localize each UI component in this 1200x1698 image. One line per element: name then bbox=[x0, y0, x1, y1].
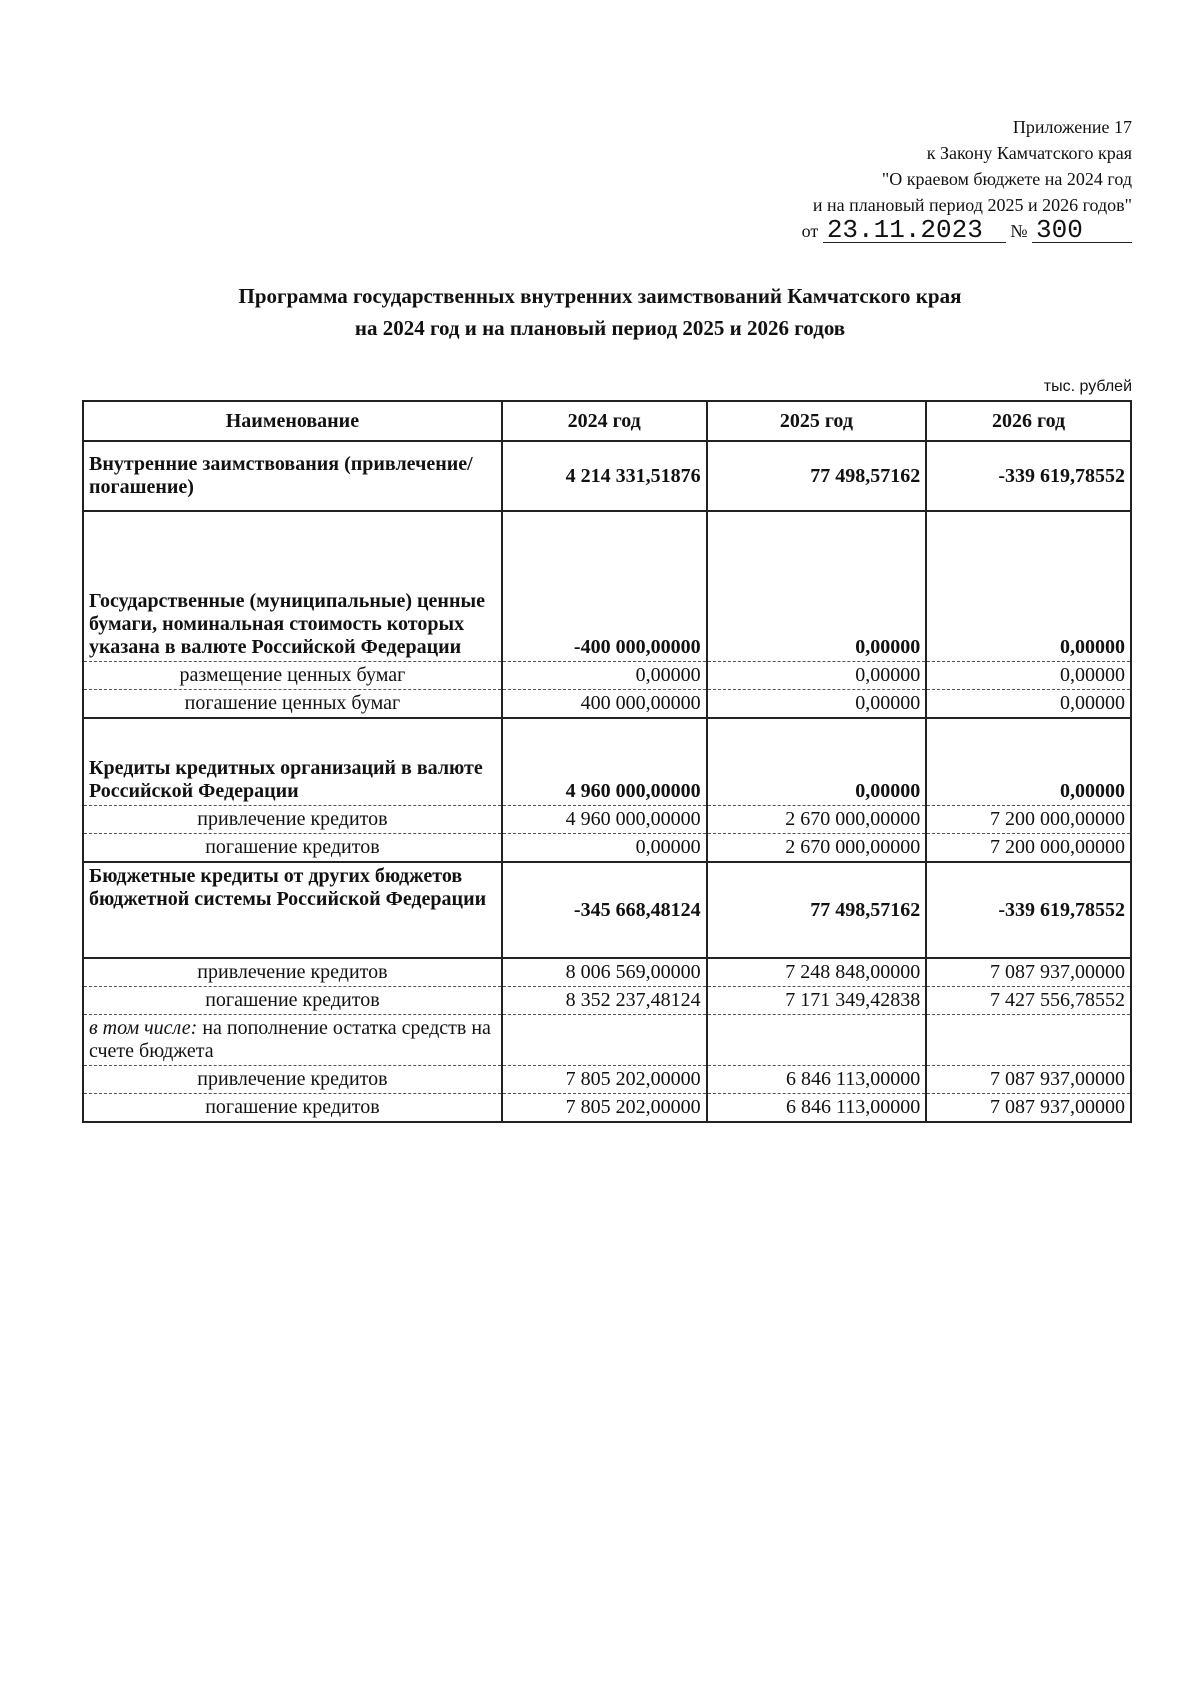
table-row bbox=[83, 862, 1131, 958]
cell-2025: 6 846 113,00000 bbox=[707, 1094, 927, 1123]
row-name: Государственные (муниципальные) ценные бумаги, номинальная стоимость которых указана в валюте Российской Федерации bbox=[83, 511, 502, 661]
table-row bbox=[83, 1094, 1131, 1123]
cell-2026: 0,00000 bbox=[926, 689, 1131, 718]
appendix-header bbox=[802, 114, 1132, 244]
cell-2024: 0,00000 bbox=[502, 834, 707, 863]
cell-2026: 7 087 937,00000 bbox=[926, 1066, 1131, 1094]
cell-2025: 77 498,57162 bbox=[707, 441, 927, 511]
document-title bbox=[0, 280, 1200, 344]
cell-2025: 0,00000 bbox=[707, 689, 927, 718]
cell-2026: -339 619,78552 bbox=[926, 441, 1131, 511]
row-name: Кредиты кредитных организаций в валюте Российской Федерации bbox=[83, 718, 502, 806]
cell-2024: 4 214 331,51876 bbox=[502, 441, 707, 511]
row-name: привлечение кредитов bbox=[83, 958, 502, 987]
row-name bbox=[83, 1015, 502, 1066]
cell-2024: 4 960 000,00000 bbox=[502, 806, 707, 834]
cell-2026 bbox=[926, 1015, 1131, 1066]
cell-2025: 77 498,57162 bbox=[707, 862, 927, 958]
cell-2025: 7 248 848,00000 bbox=[707, 958, 927, 987]
appendix-line-3: "О краевом бюджете на 2024 год bbox=[881, 169, 1132, 189]
appendix-line-4: и на плановый период 2025 и 2026 годов" bbox=[812, 195, 1132, 215]
cell-2025: 0,00000 bbox=[707, 718, 927, 806]
number-prefix: № bbox=[1010, 221, 1028, 241]
title-line-2: на 2024 год и на плановый период 2025 и 2026 годов bbox=[354, 316, 846, 340]
cell-2025: 0,00000 bbox=[707, 661, 927, 689]
row-name: размещение ценных бумаг bbox=[83, 661, 502, 689]
table-row bbox=[83, 806, 1131, 834]
cell-2025 bbox=[707, 1015, 927, 1066]
row-name-prefix: в том числе: bbox=[89, 1017, 198, 1039]
units-label: тыс. рублей bbox=[1043, 378, 1132, 395]
cell-2026: 0,00000 bbox=[926, 718, 1131, 806]
cell-2024 bbox=[502, 1015, 707, 1066]
row-name: Бюджетные кредиты от других бюджетов бюджетной системы Российской Федерации bbox=[83, 862, 502, 958]
row-name: Внутренние заимствования (привлечение/погашение) bbox=[83, 441, 502, 511]
cell-2024: 8 352 237,48124 bbox=[502, 987, 707, 1015]
row-name: привлечение кредитов bbox=[83, 1066, 502, 1094]
cell-2025: 7 171 349,42838 bbox=[707, 987, 927, 1015]
cell-2024: 400 000,00000 bbox=[502, 689, 707, 718]
table-row bbox=[83, 718, 1131, 806]
cell-2026: 7 200 000,00000 bbox=[926, 806, 1131, 834]
cell-2025: 2 670 000,00000 bbox=[707, 834, 927, 863]
appendix-line-2: к Закону Камчатского края bbox=[926, 143, 1132, 163]
row-name: погашение ценных бумаг bbox=[83, 689, 502, 718]
row-name: погашение кредитов bbox=[83, 834, 502, 863]
header-2026: 2026 год bbox=[926, 401, 1131, 441]
cell-2026: 7 087 937,00000 bbox=[926, 1094, 1131, 1123]
cell-2026: 7 427 556,78552 bbox=[926, 987, 1131, 1015]
table-row bbox=[83, 958, 1131, 987]
cell-2025: 6 846 113,00000 bbox=[707, 1066, 927, 1094]
appendix-line-1: Приложение 17 bbox=[1012, 117, 1132, 137]
row-name: погашение кредитов bbox=[83, 1094, 502, 1123]
table-row bbox=[83, 834, 1131, 863]
date-prefix: от bbox=[801, 221, 819, 241]
cell-2025: 2 670 000,00000 bbox=[707, 806, 927, 834]
table-row bbox=[83, 1015, 1131, 1066]
cell-2026: 0,00000 bbox=[926, 661, 1131, 689]
title-line-1: Программа государственных внутренних заимствований Камчатского края bbox=[238, 284, 962, 308]
table-row bbox=[83, 689, 1131, 718]
borrowing-program-table bbox=[82, 400, 1132, 1123]
table-row bbox=[83, 1066, 1131, 1094]
cell-2024: 4 960 000,00000 bbox=[502, 718, 707, 806]
header-2025: 2025 год bbox=[707, 401, 927, 441]
row-name: погашение кредитов bbox=[83, 987, 502, 1015]
cell-2024: 0,00000 bbox=[502, 661, 707, 689]
table-row bbox=[83, 987, 1131, 1015]
cell-2024: 7 805 202,00000 bbox=[502, 1094, 707, 1123]
cell-2024: -400 000,00000 bbox=[502, 511, 707, 661]
row-name: привлечение кредитов bbox=[83, 806, 502, 834]
header-name: Наименование bbox=[83, 401, 502, 441]
table-row bbox=[83, 661, 1131, 689]
cell-2026: 0,00000 bbox=[926, 511, 1131, 661]
table-row bbox=[83, 441, 1131, 511]
law-number: 300 bbox=[1032, 218, 1132, 243]
row-name-text: на пополнение остатка средств на счете бюджета bbox=[89, 1017, 491, 1062]
table-row bbox=[83, 511, 1131, 661]
cell-2025: 0,00000 bbox=[707, 511, 927, 661]
cell-2026: -339 619,78552 bbox=[926, 862, 1131, 958]
cell-2026: 7 087 937,00000 bbox=[926, 958, 1131, 987]
cell-2024: 7 805 202,00000 bbox=[502, 1066, 707, 1094]
header-2024: 2024 год bbox=[502, 401, 707, 441]
cell-2024: -345 668,48124 bbox=[502, 862, 707, 958]
law-date: 23.11.2023 bbox=[823, 218, 1006, 243]
law-date-number bbox=[801, 215, 1132, 245]
cell-2024: 8 006 569,00000 bbox=[502, 958, 707, 987]
cell-2026: 7 200 000,00000 bbox=[926, 834, 1131, 863]
